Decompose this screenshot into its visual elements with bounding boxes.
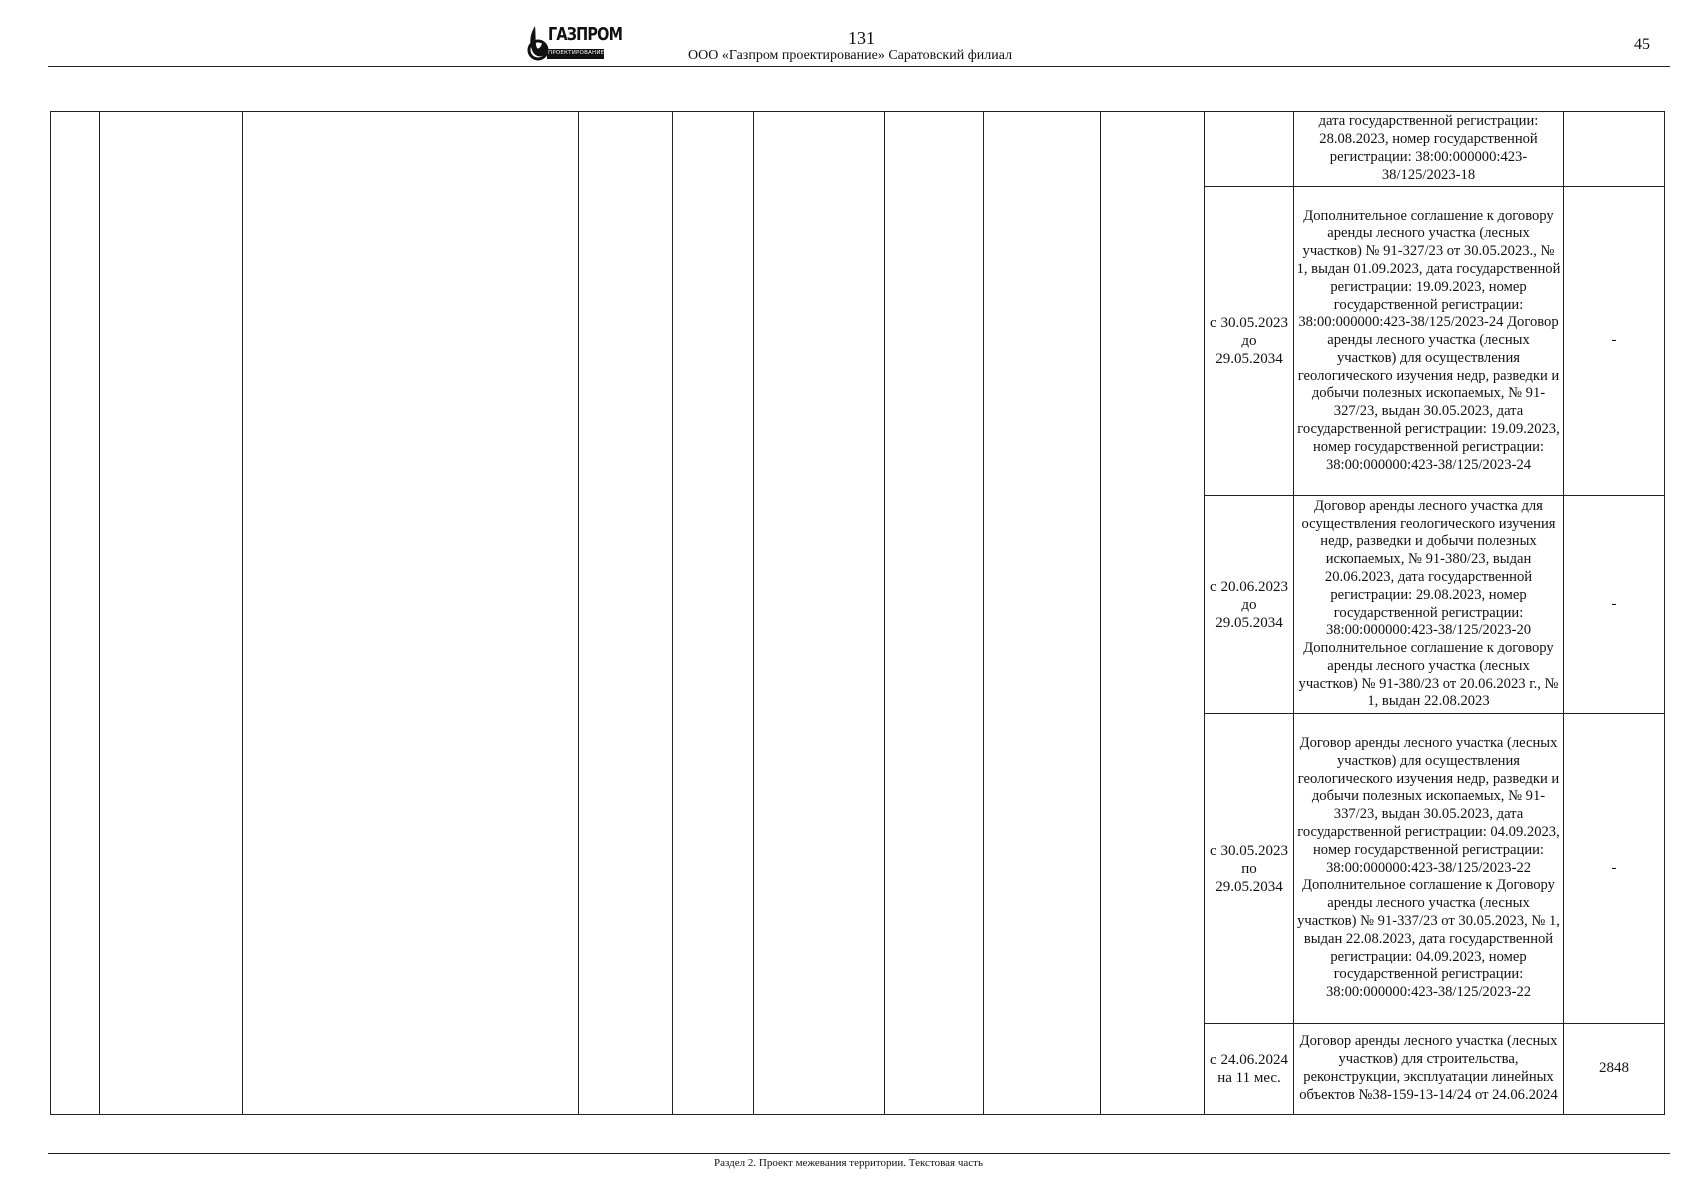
document-cell: Договор аренды лесного участка (лесных участков) для строительства, реконструкции, эксплуатации линейных объектов №38-159-13-14/24 от 24.06.2024 (1294, 1024, 1564, 1115)
document-cell: дата государственной регистрации: 28.08.2023, номер государственной регистрации: 38:00:000000:423-38/125/2023-18 (1294, 112, 1564, 187)
page-number: 131 (848, 28, 875, 48)
value-cell: - (1564, 496, 1665, 714)
empty-cell (579, 112, 673, 1115)
document-cell: Договор аренды лесного участка (лесных участков) для осуществления геологического изучения недр, разведки и добычи полезных ископаемых, № 91-337/23, выдан 30.05.2023, дата государственной регистрации: 04.09.2023, номер государственной регистрации: 38:00:000000:423-38/125/2023-22 Дополнительное соглашение к Договору аренды лесного участка (лесных участков) № 91-337/23 от 30.05.2023, № 1, выдан 22.08.2023, дата государственной регистрации: 04.09.2023, номер государственной регистрации: 38:00:000000:423-38/125/2023-22 (1294, 714, 1564, 1024)
empty-cell (51, 112, 100, 1115)
document-cell: Договор аренды лесного участка для осуществления геологического изучения недр, разведки и добычи полезных ископаемых, № 91-380/23, выдан 20.06.2023, дата государственной регистрации: 29.08.2023, номер государственной регистрации: 38:00:000000:423-38/125/2023-20 Дополнительное соглашение к договору аренды лесного участка (лесных участков) № 91-380/23 от 20.06.2023 г., № 1, выдан 22.08.2023 (1294, 496, 1564, 714)
logo-text: ГАЗПРОМ (548, 24, 623, 45)
term-cell: с 24.06.2024 на 11 мес. (1205, 1024, 1294, 1115)
sheet-number: 45 (1634, 36, 1650, 53)
empty-cell (673, 112, 754, 1115)
value-cell: - (1564, 187, 1665, 496)
organization-name: ООО «Газпром проектирование» Саратовский филиал (688, 48, 1013, 63)
value-cell: 2848 (1564, 1024, 1665, 1115)
table-row (51, 112, 1665, 187)
footer-divider (48, 1153, 1670, 1154)
empty-cell (1101, 112, 1205, 1115)
document-cell: Дополнительное соглашение к договору аренды лесного участка (лесных участков) № 91-327/23 от 30.05.2023., № 1, выдан 01.09.2023, дата государственной регистрации: 19.09.2023, номер государственной регистрации: 38:00:000000:423-38/125/2023-24 Договор аренды лесного участка (лесных участков) для осуществления геологического изучения недр, разведки и добычи полезных ископаемых, № 91-327/23, выдан 30.05.2023, дата государственной регистрации: 19.09.2023, номер государственной регистрации: 38:00:000000:423-38/125/2023-24 (1294, 187, 1564, 496)
empty-cell (885, 112, 984, 1115)
logo-subtext: ПРОЕКТИРОВАНИЕ (548, 50, 605, 56)
empty-cell (754, 112, 885, 1115)
value-cell: - (1564, 714, 1665, 1024)
term-cell: с 30.05.2023 до 29.05.2034 (1205, 187, 1294, 496)
empty-cell (100, 112, 243, 1115)
page-header (48, 0, 1670, 67)
term-cell (1205, 112, 1294, 187)
term-cell: с 30.05.2023 по 29.05.2034 (1205, 714, 1294, 1024)
footer-text: Раздел 2. Проект межевания территории. Текстовая часть (714, 1157, 983, 1169)
value-cell (1564, 112, 1665, 187)
empty-cell (243, 112, 579, 1115)
empty-cell (984, 112, 1101, 1115)
lease-table (50, 111, 1664, 1115)
term-cell: с 20.06.2023 до 29.05.2034 (1205, 496, 1294, 714)
